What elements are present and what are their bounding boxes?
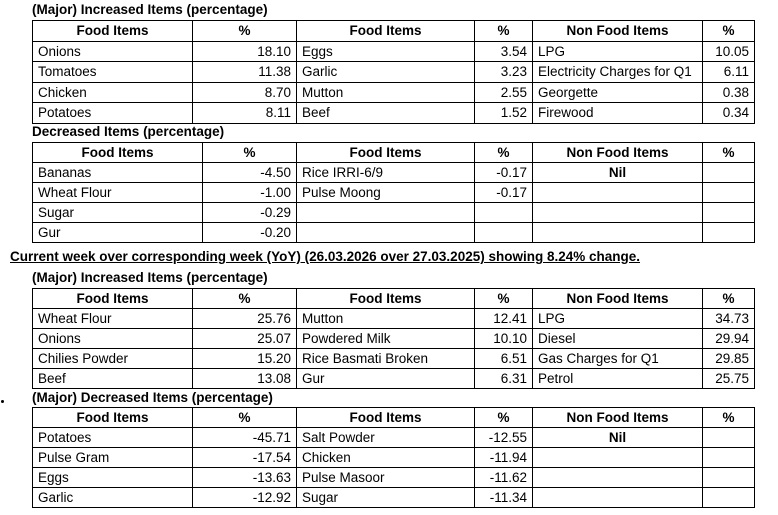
percent-cell: -0.17 <box>475 183 533 203</box>
column-header: % <box>203 143 297 163</box>
column-header: Food Items <box>297 289 475 309</box>
item-cell: Pulse Gram <box>33 448 193 468</box>
table-row <box>33 223 755 243</box>
percent-cell <box>475 203 533 223</box>
item-cell: Tomatoes <box>33 62 193 83</box>
week-increased-title: (Major) Increased Items (percentage) <box>32 2 268 17</box>
yoy-increased-title: (Major) Increased Items (percentage) <box>32 270 268 285</box>
item-cell: Sugar <box>33 203 203 223</box>
table-row <box>33 103 755 124</box>
item-cell: Bananas <box>33 163 203 183</box>
item-cell: Wheat Flour <box>33 309 193 329</box>
item-cell: Nil <box>533 163 703 183</box>
column-header: % <box>703 21 755 42</box>
column-header: Non Food Items <box>533 408 703 428</box>
percent-cell: 1.52 <box>475 103 533 124</box>
percent-cell: -12.55 <box>475 428 533 448</box>
percent-cell: 11.38 <box>193 62 297 83</box>
percent-cell: 13.08 <box>193 369 297 389</box>
table-row <box>33 82 755 103</box>
item-cell: Potatoes <box>33 428 193 448</box>
percent-cell: 25.07 <box>193 329 297 349</box>
percent-cell: -0.29 <box>203 203 297 223</box>
item-cell: Chicken <box>297 448 475 468</box>
column-header: Food Items <box>297 143 475 163</box>
item-cell: Pulse Masoor <box>297 468 475 488</box>
percent-cell: -4.50 <box>203 163 297 183</box>
percent-cell: 6.51 <box>475 349 533 369</box>
table-row <box>33 349 755 369</box>
item-cell: Eggs <box>33 468 193 488</box>
column-header: Food Items <box>33 143 203 163</box>
column-header: % <box>703 289 755 309</box>
item-cell: Gur <box>297 369 475 389</box>
yoy-increased-table <box>32 288 755 389</box>
item-cell: Chicken <box>33 82 193 103</box>
item-cell: Rice IRRI-6/9 <box>297 163 475 183</box>
percent-cell: 0.34 <box>703 103 755 124</box>
table-row <box>33 309 755 329</box>
table-row <box>33 203 755 223</box>
item-cell: Potatoes <box>33 103 193 124</box>
table-row <box>33 183 755 203</box>
table-row <box>33 488 755 508</box>
percent-cell: -11.94 <box>475 448 533 468</box>
percent-cell: -0.17 <box>475 163 533 183</box>
item-cell: Chilies Powder <box>33 349 193 369</box>
column-header: Food Items <box>33 21 193 42</box>
item-cell: Eggs <box>297 41 475 62</box>
percent-cell <box>703 428 755 448</box>
table-header-row <box>33 21 755 42</box>
item-cell: Rice Basmati Broken <box>297 349 475 369</box>
percent-cell: 6.11 <box>703 62 755 83</box>
percent-cell: 8.11 <box>193 103 297 124</box>
item-cell: Electricity Charges for Q1 <box>533 62 703 83</box>
item-cell <box>297 203 475 223</box>
week-increased-table <box>32 20 755 124</box>
item-cell: Garlic <box>33 488 193 508</box>
percent-cell: 10.05 <box>703 41 755 62</box>
item-cell: Beef <box>297 103 475 124</box>
item-cell: Petrol <box>533 369 703 389</box>
percent-cell: -11.34 <box>475 488 533 508</box>
column-header: % <box>475 143 533 163</box>
percent-cell <box>703 203 755 223</box>
bullet-dot <box>1 400 4 403</box>
table-row <box>33 448 755 468</box>
percent-cell: 2.55 <box>475 82 533 103</box>
percent-cell: 8.70 <box>193 82 297 103</box>
column-header: % <box>475 289 533 309</box>
table-row <box>33 369 755 389</box>
percent-cell: 3.54 <box>475 41 533 62</box>
item-cell <box>533 223 703 243</box>
table-row <box>33 468 755 488</box>
column-header: Non Food Items <box>533 21 703 42</box>
percent-cell: -12.92 <box>193 488 297 508</box>
column-header: % <box>703 143 755 163</box>
percent-cell: 29.85 <box>703 349 755 369</box>
item-cell: Gur <box>33 223 203 243</box>
column-header: % <box>703 408 755 428</box>
item-cell <box>533 183 703 203</box>
percent-cell <box>703 163 755 183</box>
item-cell: LPG <box>533 41 703 62</box>
percent-cell: 25.75 <box>703 369 755 389</box>
item-cell: Diesel <box>533 329 703 349</box>
percent-cell <box>703 468 755 488</box>
yoy-decreased-title: (Major) Decreased Items (percentage) <box>32 390 273 405</box>
percent-cell: 29.94 <box>703 329 755 349</box>
percent-cell: -1.00 <box>203 183 297 203</box>
week-decreased-table <box>32 142 755 243</box>
column-header: Food Items <box>297 21 475 42</box>
item-cell: Powdered Milk <box>297 329 475 349</box>
percent-cell: 6.31 <box>475 369 533 389</box>
percent-cell: -13.63 <box>193 468 297 488</box>
item-cell <box>533 468 703 488</box>
item-cell: Mutton <box>297 309 475 329</box>
table-row <box>33 163 755 183</box>
item-cell: Beef <box>33 369 193 389</box>
item-cell: Gas Charges for Q1 <box>533 349 703 369</box>
table-header-row <box>33 408 755 428</box>
column-header: % <box>193 21 297 42</box>
percent-cell: -17.54 <box>193 448 297 468</box>
percent-cell: 12.41 <box>475 309 533 329</box>
percent-cell: 18.10 <box>193 41 297 62</box>
percent-cell: 15.20 <box>193 349 297 369</box>
percent-cell <box>703 448 755 468</box>
yoy-headline: Current week over corresponding week (YoY) (26.03.2026 over 27.03.2025) showing 8.24% change. <box>10 249 641 264</box>
percent-cell <box>703 183 755 203</box>
column-header: Food Items <box>33 289 193 309</box>
percent-cell: 10.10 <box>475 329 533 349</box>
item-cell: Wheat Flour <box>33 183 203 203</box>
percent-cell: 0.38 <box>703 82 755 103</box>
item-cell <box>533 448 703 468</box>
percent-cell <box>703 488 755 508</box>
column-header: Non Food Items <box>533 143 703 163</box>
item-cell: Onions <box>33 329 193 349</box>
column-header: Food Items <box>297 408 475 428</box>
percent-cell: 3.23 <box>475 62 533 83</box>
item-cell: Salt Powder <box>297 428 475 448</box>
item-cell: Nil <box>533 428 703 448</box>
item-cell: LPG <box>533 309 703 329</box>
percent-cell <box>703 223 755 243</box>
table-row <box>33 62 755 83</box>
item-cell <box>533 488 703 508</box>
item-cell <box>297 223 475 243</box>
yoy-decreased-table <box>32 407 755 508</box>
column-header: % <box>475 408 533 428</box>
column-header: % <box>193 289 297 309</box>
item-cell: Sugar <box>297 488 475 508</box>
percent-cell: 25.76 <box>193 309 297 329</box>
table-header-row <box>33 289 755 309</box>
percent-cell <box>475 223 533 243</box>
column-header: % <box>475 21 533 42</box>
table-row <box>33 329 755 349</box>
item-cell: Onions <box>33 41 193 62</box>
table-header-row <box>33 143 755 163</box>
item-cell: Garlic <box>297 62 475 83</box>
week-decreased-title: Decreased Items (percentage) <box>32 124 225 139</box>
percent-cell: -11.62 <box>475 468 533 488</box>
table-row <box>33 41 755 62</box>
item-cell <box>533 203 703 223</box>
item-cell: Georgette <box>533 82 703 103</box>
item-cell: Mutton <box>297 82 475 103</box>
percent-cell: 34.73 <box>703 309 755 329</box>
column-header: Food Items <box>33 408 193 428</box>
column-header: % <box>193 408 297 428</box>
column-header: Non Food Items <box>533 289 703 309</box>
item-cell: Pulse Moong <box>297 183 475 203</box>
percent-cell: -0.20 <box>203 223 297 243</box>
table-row <box>33 428 755 448</box>
percent-cell: -45.71 <box>193 428 297 448</box>
item-cell: Firewood <box>533 103 703 124</box>
